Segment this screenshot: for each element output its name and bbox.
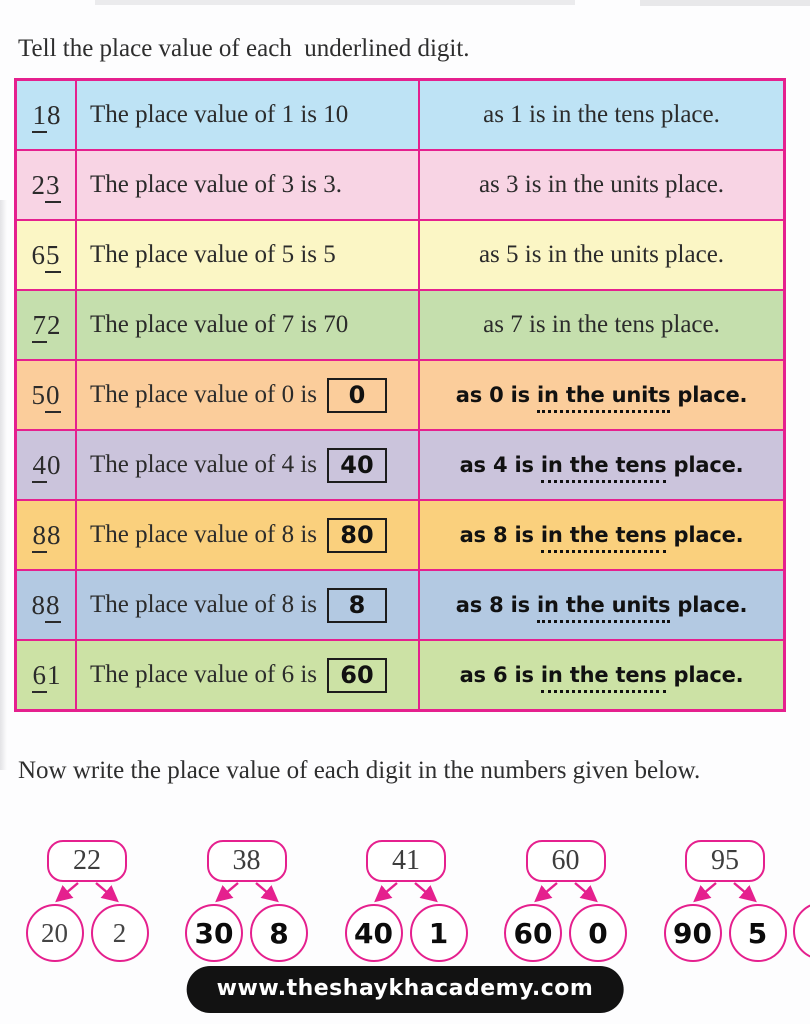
place-value-table [14,78,786,712]
number-bond-38 [172,840,322,962]
table-row [17,639,783,709]
number-cell: 40 [17,431,75,499]
statement-cell: The place value of 4 is 40 [75,431,418,499]
number-cell: 88 [17,571,75,639]
bond-arrows-icon [650,882,800,904]
bond-arrows-icon [172,882,322,904]
reason-cell: as 3 is in the units place. [418,151,783,219]
bond-part-units: 0 [569,904,627,962]
statement-cell: The place value of 3 is 3. [75,151,418,219]
number-bond-95 [650,840,800,962]
table-row [17,149,783,219]
page-edge-shadow [0,200,7,770]
filled-blank: in the tens [541,523,667,553]
underlined-digit: 4 [32,450,48,483]
statement-cell: The place value of 0 is 0 [75,361,418,429]
instruction-heading-1: Tell the place value of each underlined digit. [18,35,470,62]
underlined-digit: 5 [45,240,61,273]
number-cell: 18 [17,81,75,149]
table-row [17,289,783,359]
underlined-digit: 8 [32,520,48,553]
number-bond-22 [12,840,162,962]
bond-total: 60 [526,840,606,882]
statement-cell: The place value of 1 is 10 [75,81,418,149]
reason-cell: as 7 is in the tens place. [418,291,783,359]
bond-arrows-icon [12,882,162,904]
reason-cell: as 4 is in the tens place. [418,431,783,499]
reason-cell: as 0 is in the units place. [418,361,783,429]
bond-part-units: 1 [410,904,468,962]
bond-arrows-icon [491,882,641,904]
reason-cell: as 6 is in the tens place. [418,641,783,709]
scan-artifact [640,0,810,6]
reason-cell: as 1 is in the tens place. [418,81,783,149]
bond-part-tens: 90 [664,904,722,962]
bond-part-units: 8 [250,904,308,962]
underlined-digit: 6 [32,660,48,693]
reason-cell: as 8 is in the tens place. [418,501,783,569]
underlined-digit: 1 [32,100,48,133]
table-row [17,219,783,289]
statement-cell: The place value of 7 is 70 [75,291,418,359]
answer-box: 8 [327,588,387,623]
underlined-digit: 7 [32,310,48,343]
answer-box: 60 [327,658,387,693]
bond-arrows-icon [331,882,481,904]
bond-total: 38 [207,840,287,882]
table-row [17,569,783,639]
number-bond-60 [491,840,641,962]
number-bond-41 [331,840,481,962]
bond-total: 22 [47,840,127,882]
statement-cell: The place value of 5 is 5 [75,221,418,289]
number-cell: 23 [17,151,75,219]
number-cell: 61 [17,641,75,709]
reason-cell: as 5 is in the units place. [418,221,783,289]
bond-part-tens: 60 [504,904,562,962]
filled-blank: in the units [537,593,670,623]
statement-cell: The place value of 6 is 60 [75,641,418,709]
bond-part-units: 2 [91,904,149,962]
bond-part-units: 5 [729,904,787,962]
bond-part-tens: 20 [26,904,84,962]
instruction-heading-2: Now write the place value of each digit in the numbers given below. [18,757,701,784]
filled-blank: in the tens [541,453,667,483]
statement-cell: The place value of 8 is 8 [75,571,418,639]
underlined-digit: 8 [45,590,61,623]
answer-box: 80 [327,518,387,553]
statement-cell: The place value of 8 is 80 [75,501,418,569]
underlined-digit: 3 [45,170,61,203]
answer-box: 0 [327,378,387,413]
filled-blank: in the units [537,383,670,413]
underlined-digit: 0 [45,380,61,413]
number-cell: 72 [17,291,75,359]
number-cell: 65 [17,221,75,289]
bond-total: 41 [366,840,446,882]
table-row [17,359,783,429]
table-row [17,81,783,149]
reason-cell: as 8 is in the units place. [418,571,783,639]
bond-part-tens: 40 [345,904,403,962]
number-cell: 50 [17,361,75,429]
bond-total: 95 [685,840,765,882]
website-url-badge: www.theshaykhacademy.com [187,966,624,1013]
answer-box: 40 [327,448,387,483]
table-row [17,429,783,499]
number-cell: 88 [17,501,75,569]
table-row [17,499,783,569]
number-bonds-section [12,840,800,962]
filled-blank: in the tens [541,663,667,693]
bond-part-tens: 30 [185,904,243,962]
scan-artifact [95,0,575,5]
